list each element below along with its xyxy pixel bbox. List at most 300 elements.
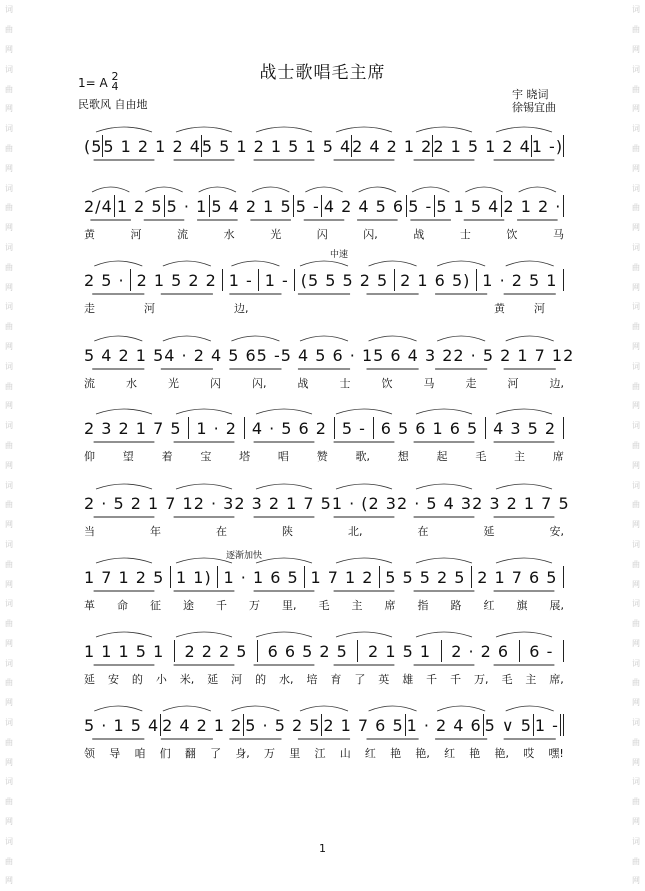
slur <box>336 409 392 414</box>
lyric: 毛 <box>318 599 330 612</box>
bar-line <box>405 714 406 736</box>
lyric: 小 <box>155 673 167 686</box>
lyric: 万 <box>249 599 260 612</box>
slur <box>96 127 152 132</box>
measure: 2 2 2 5 <box>184 641 248 661</box>
watermark-char: 网 <box>5 163 13 173</box>
lyric: 艳 <box>469 747 481 760</box>
slur <box>416 558 472 563</box>
slur <box>416 409 472 414</box>
lyric: 光 <box>270 228 282 241</box>
measure: 5 5 1 2 1 5 1 5 4 <box>201 136 352 156</box>
lyric: 嘿! <box>548 747 564 760</box>
slur <box>94 261 142 266</box>
slur <box>496 127 552 132</box>
beam-layer <box>84 292 564 300</box>
watermark-char: 曲 <box>5 262 13 272</box>
bar-line <box>563 269 564 291</box>
lyric: 千 <box>216 599 227 612</box>
watermark-char: 词 <box>5 302 13 312</box>
measure: 1 1 1 5 1 <box>84 641 165 661</box>
watermark-char: 曲 <box>5 203 13 213</box>
watermark-char: 词 <box>5 5 13 15</box>
measure: 2 1 5 2 2 <box>136 270 217 290</box>
slur <box>256 127 312 132</box>
lyric: 马 <box>552 228 564 241</box>
lyric: 毛 <box>475 450 487 463</box>
slur <box>506 336 554 341</box>
watermark-char: 曲 <box>5 797 13 807</box>
lyric: 哎 <box>523 747 535 760</box>
watermark-char: 词 <box>632 124 640 134</box>
lyric: 米, <box>179 673 195 686</box>
measure: 2 4 2 1 2 <box>352 136 433 156</box>
watermark-char: 词 <box>5 539 13 549</box>
notes-row <box>84 565 564 589</box>
lyric: 起 <box>436 450 448 463</box>
lyric: 育 <box>330 673 342 686</box>
watermark-char: 曲 <box>5 619 13 629</box>
watermark-char: 网 <box>632 104 640 114</box>
lyric: 马 <box>423 377 435 390</box>
slur <box>96 632 152 637</box>
slur <box>199 187 236 192</box>
slur <box>300 336 348 341</box>
watermark-char: 网 <box>5 282 13 292</box>
slur <box>506 706 554 711</box>
lyric: 雄 <box>402 673 414 686</box>
lyric: 闪 <box>210 377 221 390</box>
measure: 5 - <box>341 418 366 438</box>
lyric: 毛 <box>501 673 513 686</box>
slur-layer <box>84 475 564 491</box>
watermark-char: 曲 <box>5 84 13 94</box>
watermark-char: 曲 <box>632 440 640 450</box>
watermark-char: 网 <box>632 163 640 173</box>
bar-line <box>485 417 486 439</box>
page-number: 1 <box>319 842 326 855</box>
watermark-char: 网 <box>5 817 13 827</box>
lyric: 旗 <box>516 599 528 612</box>
lyric: 延 <box>84 673 95 686</box>
lyric: 主 <box>525 673 537 686</box>
watermark-char: 词 <box>5 183 13 193</box>
lyric: 命 <box>117 599 128 612</box>
slur <box>359 187 396 192</box>
watermark-char: 网 <box>5 876 13 886</box>
lyric: 赞 <box>316 450 328 463</box>
watermark-char: 词 <box>5 599 13 609</box>
bar-line <box>188 417 189 439</box>
lyric: 水, <box>279 673 294 686</box>
lyric: 主 <box>514 450 526 463</box>
score-system <box>84 252 564 316</box>
watermark-char: 网 <box>632 638 640 648</box>
bar-line <box>533 714 534 736</box>
watermark-char: 词 <box>632 421 640 431</box>
watermark-char: 曲 <box>632 500 640 510</box>
lyric: 黄 <box>494 302 505 315</box>
slur <box>96 409 152 414</box>
bar-line <box>321 714 322 736</box>
measure: 2 1 2 · <box>503 196 562 216</box>
lyric: 席, <box>549 673 564 686</box>
slur <box>305 187 342 192</box>
watermark-char: 曲 <box>632 84 640 94</box>
measure: 1 · 2 4 6 <box>406 715 482 735</box>
measure: 6 6 5 2 5 <box>267 641 348 661</box>
watermark-char: 网 <box>632 223 640 233</box>
watermark-char: 曲 <box>5 381 13 391</box>
measure: 2 3 2 1 7 5 <box>84 418 182 438</box>
lyric: 北, <box>348 525 363 538</box>
watermark-char: 网 <box>5 638 13 648</box>
slur <box>163 706 211 711</box>
lyric: 想 <box>397 450 409 463</box>
bar-line <box>293 195 294 217</box>
lyric: 闪 <box>316 228 328 241</box>
lyric: 艳, <box>415 747 430 760</box>
slur <box>416 632 472 637</box>
bar-line <box>394 269 395 291</box>
measure: 5 4 5 6 · 1 <box>280 345 374 365</box>
score-system <box>84 475 570 539</box>
watermark-char: 曲 <box>632 381 640 391</box>
lyric: 河 <box>231 673 243 686</box>
lyrics-row <box>84 597 564 613</box>
lyrics-row <box>84 375 564 391</box>
measure: 1 -) <box>531 136 564 156</box>
measure: 2 1 5 1 2 4 <box>433 136 531 156</box>
lyric: 里 <box>289 747 301 760</box>
lyric: 闪, <box>363 228 378 241</box>
watermark-char: 曲 <box>5 322 13 332</box>
lyric: 革 <box>84 599 95 612</box>
measure: 5 · 1 5 4 <box>84 715 160 735</box>
bar-line <box>321 195 322 217</box>
measure: 2 3 2 1 7 5 <box>234 493 332 513</box>
lyric: 士 <box>339 377 351 390</box>
watermark-char: 网 <box>632 44 640 54</box>
watermark-char: 曲 <box>632 143 640 153</box>
watermark-char: 曲 <box>632 25 640 35</box>
lyric: 战 <box>413 228 425 241</box>
lyric: 红 <box>364 747 376 760</box>
measure: 1 7 1 2 5 <box>84 567 165 587</box>
notes-row <box>84 491 570 515</box>
slur <box>256 484 312 489</box>
lyric: 红 <box>444 747 456 760</box>
bar-line <box>164 195 165 217</box>
measure: 6 - <box>529 641 554 661</box>
slur <box>336 632 392 637</box>
watermark-char: 曲 <box>5 25 13 35</box>
time-signature-bottom: 4 <box>111 80 119 93</box>
lyric: 咱 <box>134 747 146 760</box>
watermark-char: 曲 <box>5 559 13 569</box>
watermark-char: 词 <box>632 5 640 15</box>
lyric: 万 <box>264 747 276 760</box>
measure: 2/4 <box>84 196 113 216</box>
watermark-char: 词 <box>632 599 640 609</box>
time-signature-top: 2 <box>111 70 119 83</box>
measure: 2 3 2 1 7 5 <box>472 493 570 513</box>
lyric: 饮 <box>506 228 518 241</box>
tempo-mark-accelerando: 逐渐加快 <box>226 551 263 561</box>
lyrics-row <box>84 300 564 316</box>
measure: 5 - <box>295 196 320 216</box>
bar-line <box>563 566 564 588</box>
lyric: 安 <box>107 673 119 686</box>
slur <box>252 187 289 192</box>
lyric: 主 <box>351 599 363 612</box>
lyrics-row <box>84 745 564 761</box>
slur <box>336 127 392 132</box>
watermark-char: 词 <box>5 242 13 252</box>
watermark-char: 词 <box>5 658 13 668</box>
watermark-char: 网 <box>632 460 640 470</box>
bar-line <box>501 195 502 217</box>
slur <box>369 706 417 711</box>
lyric: 仰 <box>84 450 95 463</box>
lyric: 的 <box>131 673 143 686</box>
lyric: 了 <box>210 747 222 760</box>
slur <box>519 187 556 192</box>
watermark-char: 曲 <box>5 678 13 688</box>
bar-line <box>160 714 161 736</box>
slur-layer <box>84 400 564 416</box>
measure: 5 4 2 1 5 <box>84 345 165 365</box>
beam-layer <box>84 663 564 671</box>
bar-line <box>209 195 210 217</box>
watermark-char: 网 <box>632 579 640 589</box>
beam-layer <box>84 440 564 448</box>
measure: 2 1 6 5) <box>400 270 471 290</box>
slur <box>416 127 472 132</box>
lyric: 领 <box>84 747 95 760</box>
slur <box>176 558 232 563</box>
lyric: 河 <box>144 302 155 315</box>
lyric: 河 <box>130 228 142 241</box>
lyric: 万, <box>474 673 489 686</box>
lyric: 延 <box>483 525 495 538</box>
bar-line <box>483 714 484 736</box>
measure: 4 2 4 5 6 <box>323 196 405 216</box>
watermark-char: 网 <box>5 698 13 708</box>
watermark-char: 网 <box>632 282 640 292</box>
slur <box>176 409 232 414</box>
bar-line <box>294 269 295 291</box>
slur <box>506 261 554 266</box>
watermark-char: 曲 <box>632 619 640 629</box>
slur <box>369 336 417 341</box>
lyric: 延 <box>207 673 219 686</box>
measure: 4 3 5 2 <box>493 418 557 438</box>
lyric: 年 <box>150 525 161 538</box>
slur-layer <box>84 178 564 194</box>
measure: 1 - <box>228 270 253 290</box>
slur <box>437 706 485 711</box>
bar-line <box>471 566 472 588</box>
lyric: 里, <box>282 599 297 612</box>
bar-line <box>304 566 305 588</box>
slur <box>94 706 142 711</box>
slur-layer <box>84 118 564 134</box>
watermark-char: 词 <box>632 777 640 787</box>
lyrics-row <box>84 523 564 539</box>
slur <box>163 336 211 341</box>
bar-line <box>476 269 477 291</box>
slur <box>96 484 152 489</box>
lyric: 了 <box>354 673 366 686</box>
bar-line <box>560 714 564 736</box>
score-system <box>84 400 564 464</box>
time-signature <box>110 72 120 92</box>
lyric: 望 <box>122 450 134 463</box>
measure: 1 1) <box>176 567 212 587</box>
watermark-char: 曲 <box>5 440 13 450</box>
measure: 2 · 5 2 1 7 1 <box>453 345 564 365</box>
lyric: 水 <box>223 228 235 241</box>
measure: 1 2 5 <box>116 196 163 216</box>
lyrics-row <box>84 448 564 464</box>
lyric: 翻 <box>184 747 196 760</box>
watermark-char: 网 <box>632 757 640 767</box>
slur <box>176 127 232 132</box>
slur <box>256 409 312 414</box>
lyric: 河 <box>507 377 519 390</box>
measure: (5 <box>84 136 103 156</box>
measure: 5 1 2 1 2 4 <box>103 136 201 156</box>
bar-line <box>130 269 131 291</box>
lyric: 唱 <box>277 450 289 463</box>
watermark-char: 词 <box>5 64 13 74</box>
slur <box>412 187 449 192</box>
slur <box>437 261 485 266</box>
measure: 1 · (2 3 <box>331 493 397 513</box>
slur <box>94 336 142 341</box>
watermark-char: 网 <box>632 817 640 827</box>
watermark-char: 网 <box>632 876 640 886</box>
watermark-char: 词 <box>632 836 640 846</box>
watermark-char: 曲 <box>632 797 640 807</box>
bar-line <box>244 417 245 439</box>
watermark-right <box>629 0 643 891</box>
slur <box>231 706 279 711</box>
slur <box>496 558 552 563</box>
composer-credit: 徐锡宜曲 <box>512 101 556 114</box>
watermark-char: 网 <box>5 401 13 411</box>
measure: 5 - <box>408 196 433 216</box>
watermark-char: 词 <box>5 480 13 490</box>
lyric: 征 <box>150 599 161 612</box>
slur <box>176 632 232 637</box>
lyric: 指 <box>417 599 429 612</box>
lyric: 水 <box>126 377 137 390</box>
lyric: 在 <box>417 525 429 538</box>
notes-row <box>84 268 564 292</box>
bar-line <box>217 566 218 588</box>
measure: 5 6 4 3 2 <box>373 345 454 365</box>
lyric: 培 <box>306 673 318 686</box>
notes-row <box>84 713 564 737</box>
measure: 2 · 5 2 1 7 1 <box>84 493 194 513</box>
lyric: 在 <box>216 525 227 538</box>
lyric: 着 <box>161 450 173 463</box>
watermark-char: 词 <box>5 836 13 846</box>
slur-layer <box>84 327 564 343</box>
measure: 5 - <box>256 345 281 365</box>
lyric: 导 <box>109 747 121 760</box>
lyric: 艳, <box>494 747 509 760</box>
lyric: 英 <box>378 673 390 686</box>
lyric: 士 <box>459 228 471 241</box>
slur <box>176 484 232 489</box>
song-title: 战士歌唱毛主席 <box>259 63 386 83</box>
notes-row <box>84 416 564 440</box>
watermark-char: 词 <box>5 718 13 728</box>
slur <box>256 632 312 637</box>
lyric: 陕 <box>282 525 293 538</box>
lyric: 们 <box>159 747 171 760</box>
slur <box>300 706 348 711</box>
beam-layer <box>84 737 564 745</box>
watermark-char: 网 <box>632 698 640 708</box>
measure: 1 - <box>264 270 289 290</box>
lyric: 山 <box>339 747 351 760</box>
watermark-char: 网 <box>632 341 640 351</box>
slur <box>496 484 552 489</box>
lyric: 红 <box>483 599 495 612</box>
beam-layer <box>84 218 564 226</box>
bar-line <box>243 714 244 736</box>
slur <box>163 261 211 266</box>
watermark-char: 词 <box>5 421 13 431</box>
watermark-char: 词 <box>632 539 640 549</box>
bar-line <box>258 269 259 291</box>
lyric: 边, <box>234 302 249 315</box>
watermark-char: 网 <box>5 460 13 470</box>
measure: 6 5 6 1 6 5 <box>380 418 479 438</box>
measure: 2 <box>563 345 575 365</box>
score-system <box>84 623 564 687</box>
score-system <box>84 697 564 761</box>
slur <box>465 187 502 192</box>
lyric: 流 <box>177 228 189 241</box>
bar-line <box>257 640 258 662</box>
bar-line <box>563 195 564 217</box>
lyric: 光 <box>168 377 179 390</box>
measure: 1 - <box>534 715 559 735</box>
notes-row <box>84 639 564 663</box>
watermark-char: 曲 <box>5 143 13 153</box>
beam-layer <box>84 589 564 597</box>
lyric: 路 <box>450 599 462 612</box>
watermark-char: 曲 <box>632 678 640 688</box>
lyric: 身, <box>235 747 250 760</box>
measure: 5 ∨ 5 <box>484 715 532 735</box>
slur <box>496 409 552 414</box>
measure: 2 1 7 6 5 <box>477 567 558 587</box>
measure: 5 1 5 4 <box>436 196 500 216</box>
lyric: 宝 <box>200 450 212 463</box>
watermark-char: 词 <box>5 124 13 134</box>
notes-row <box>84 194 564 218</box>
bar-line <box>519 640 520 662</box>
bar-line <box>406 195 407 217</box>
slur <box>231 336 279 341</box>
lyric: 千 <box>426 673 438 686</box>
